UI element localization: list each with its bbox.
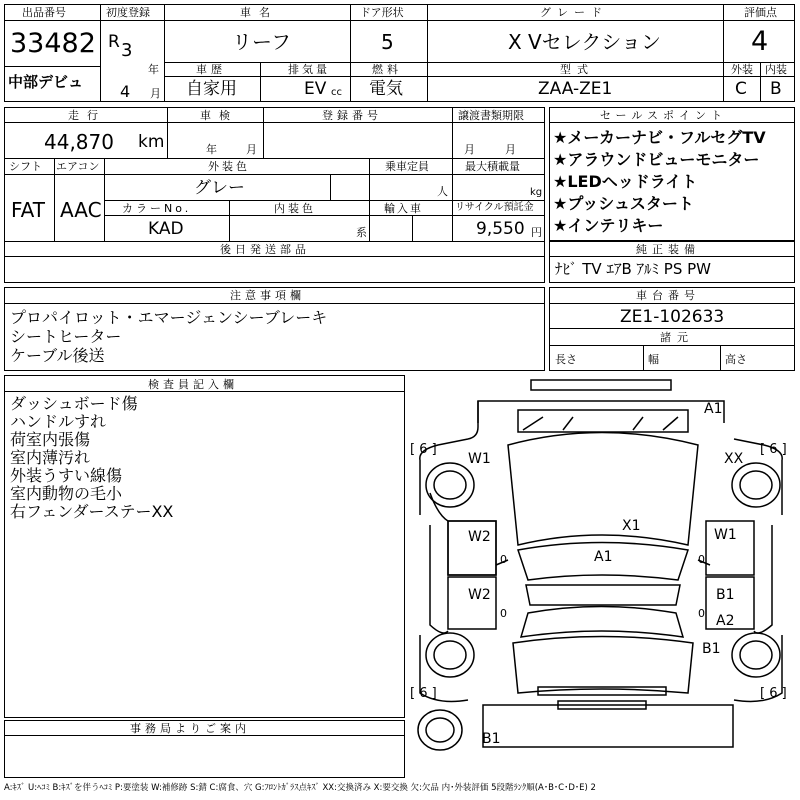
- damage-mark: B1: [702, 641, 721, 657]
- tire-score: [ 6 ]: [410, 686, 437, 701]
- length-label: 長さ: [555, 353, 577, 366]
- damage-mark: 0: [698, 553, 705, 566]
- mileage: 44,870: [44, 130, 114, 154]
- fuel-label: 燃料: [372, 63, 402, 76]
- import-label: 輸入車: [384, 202, 423, 215]
- exterior-grade: C: [735, 79, 747, 99]
- later-parts-label: 後日発送部品: [220, 243, 310, 256]
- selling-point: ★LEDヘッドライト: [553, 172, 698, 191]
- aircon: AAC: [60, 198, 102, 222]
- reg-year: 3: [121, 40, 133, 61]
- cc-unit: cc: [331, 87, 342, 98]
- km-unit: km: [138, 132, 165, 152]
- interior-grade: B: [770, 79, 782, 99]
- damage-mark: A1: [594, 549, 613, 565]
- damage-mark: A2: [716, 613, 735, 629]
- door-label: ドア形状: [360, 6, 404, 19]
- color-no: KAD: [148, 219, 184, 239]
- yen-unit: 円: [531, 226, 542, 239]
- grade-label: グレード: [540, 6, 608, 19]
- lot-no: 33482: [10, 28, 96, 59]
- transfer-month-unit: 月: [464, 143, 475, 156]
- interior-label: 内装: [765, 63, 787, 76]
- history: 自家用: [186, 79, 237, 99]
- damage-mark: W1: [468, 451, 491, 467]
- tire-score: [ 6 ]: [760, 442, 787, 457]
- transfer-label: 譲渡書類期限: [458, 109, 524, 122]
- transfer-day-unit: 月: [505, 143, 516, 156]
- kg-unit: kg: [530, 187, 543, 198]
- damage-mark: B1: [716, 587, 735, 603]
- inspection-year-unit: 年: [206, 143, 217, 156]
- recycle-label: リサイクル預託金: [455, 202, 534, 213]
- inspector-note: 外装うすい線傷: [10, 466, 123, 485]
- inspector-note: 右フェンダーステーXX: [10, 502, 174, 521]
- int-color-label: 内装色: [274, 202, 316, 215]
- inspector-note: ハンドルすれ: [10, 412, 107, 431]
- inspector-note: ダッシュボード傷: [10, 394, 138, 413]
- kei-unit: 系: [356, 226, 367, 239]
- door: 5: [381, 30, 394, 54]
- tire-score: [ 6 ]: [410, 442, 437, 457]
- damage-mark: W1: [714, 527, 737, 543]
- selling-point: ★アラウンドビューモニター: [553, 150, 760, 169]
- aircon-label: エアコン: [56, 160, 100, 173]
- car-name: リーフ: [232, 30, 291, 54]
- first-reg-label: 初度登録: [106, 6, 150, 19]
- caution-item: シートヒーター: [10, 327, 122, 346]
- genuine-equipment: ﾅﾋﾞ TV ｴｱB ｱﾙﾐ PS PW: [555, 260, 711, 278]
- model-label: 型式: [560, 63, 594, 76]
- month-unit: 月: [150, 87, 161, 100]
- color-no-label: カラーNo.: [122, 202, 192, 215]
- inspection-month-unit: 月: [246, 143, 257, 156]
- damage-mark: B1: [482, 731, 501, 747]
- displacement: EV: [304, 79, 327, 99]
- damage-mark: W2: [468, 529, 491, 545]
- damage-mark: X1: [622, 518, 641, 534]
- score-label: 評価点: [744, 6, 777, 19]
- width-label: 幅: [648, 353, 659, 366]
- year-unit: 年: [148, 63, 159, 76]
- shift-label: シフト: [9, 160, 42, 173]
- chassis-no: ZE1-102633: [620, 307, 725, 327]
- car-damage-diagram: [408, 375, 798, 780]
- selling-points-label: セールスポイント: [600, 109, 728, 122]
- specs-label: 諸元: [660, 331, 694, 344]
- model: ZAA-ZE1: [538, 79, 613, 99]
- chassis-label: 車台番号: [636, 289, 700, 302]
- recycle: 9,550: [476, 219, 525, 239]
- inspector-label: 検査員記入欄: [148, 378, 238, 391]
- damage-mark: A1: [704, 401, 723, 417]
- inspector-note: 室内薄汚れ: [10, 448, 91, 467]
- selling-point: ★インテリキー: [553, 216, 664, 235]
- legend: A:ｷｽﾞ U:ﾍｺﾐ B:ｷｽﾞを伴うﾍｺﾐ P:要塗装 W:補修跡 S:錆 C:腐食、穴 G:ﾌﾛﾝﾄｶﾞﾗｽ点ｷｽﾞ XX:交換済み X:要交換 欠:欠品 内･外装評価 5段階ﾗﾝｸ順(A･B･C･D･E) 2: [4, 783, 596, 793]
- lot-no-label: 出品番号: [22, 6, 66, 19]
- ext-color: グレー: [194, 178, 245, 198]
- venue: 中部デビュ: [8, 73, 84, 91]
- reg-month: 4: [120, 82, 131, 101]
- inspector-note: 室内動物の毛小: [10, 484, 123, 503]
- office-label: 事務局よりご案内: [130, 722, 250, 735]
- genuine-label: 純正装備: [636, 243, 700, 256]
- caution-item: プロパイロット・エマージェンシーブレーキ: [10, 308, 328, 327]
- grade: X Vセレクション: [508, 30, 661, 54]
- shift: FAT: [11, 198, 46, 222]
- history-label: 車歴: [196, 63, 226, 76]
- person-unit: 人: [437, 185, 448, 198]
- era: R: [108, 32, 120, 52]
- selling-point: ★メーカーナビ・フルセグTV: [553, 128, 766, 147]
- fuel: 電気: [369, 79, 403, 99]
- tire-score: [ 6 ]: [760, 686, 787, 701]
- damage-mark: 0: [698, 607, 705, 620]
- inspection-label: 車検: [200, 109, 238, 122]
- max-load-label: 最大積載量: [465, 160, 520, 173]
- damage-mark: 0: [500, 607, 507, 620]
- mileage-label: 走行: [68, 109, 106, 122]
- car-name-label: 車名: [240, 6, 278, 19]
- score: 4: [751, 26, 769, 57]
- selling-point: ★プッシュスタート: [553, 194, 694, 213]
- inspector-note: 荷室内張傷: [10, 430, 91, 449]
- ext-color-label: 外装色: [208, 160, 250, 173]
- damage-mark: W2: [468, 587, 491, 603]
- exterior-label: 外装: [731, 63, 753, 76]
- caution-item: ケーブル後送: [10, 346, 105, 365]
- height-label: 高さ: [725, 353, 747, 366]
- reg-no-label: 登録番号: [322, 109, 382, 122]
- displacement-label: 排気量: [288, 63, 330, 76]
- capacity-label: 乗車定員: [385, 160, 429, 173]
- damage-mark: XX: [724, 451, 744, 467]
- damage-mark: 0: [500, 553, 507, 566]
- caution-label: 注意事項欄: [230, 289, 305, 302]
